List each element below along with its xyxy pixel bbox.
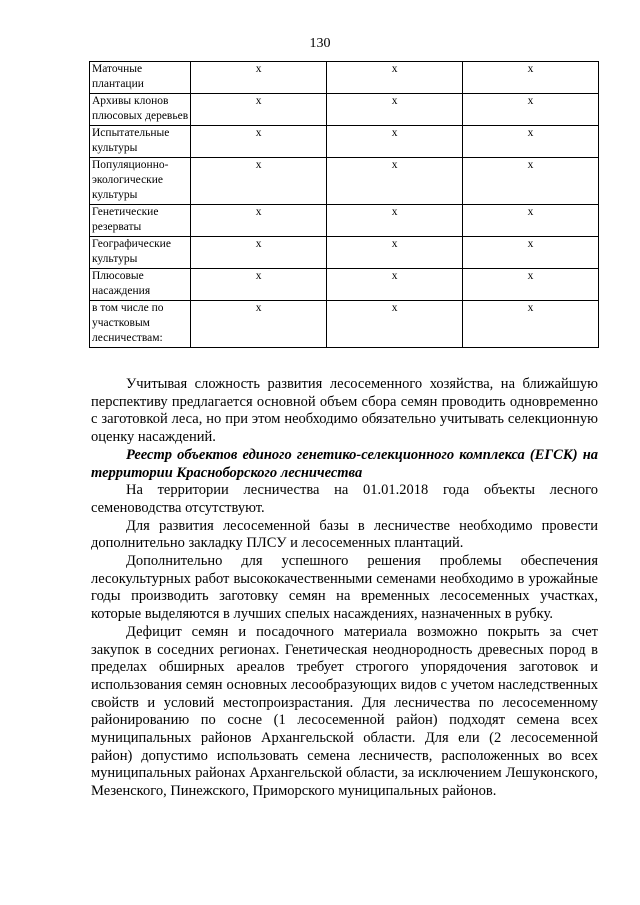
paragraph: Для развития лесосеменной базы в лесничестве необходимо провести дополнительно закладку ПЛСУ и лесосеменных плантаций. (91, 517, 598, 552)
cell-mark: х (191, 205, 327, 237)
paragraph: Учитывая сложность развития лесосеменного хозяйства, на ближайшую перспективу предлагается основной объем сбора семян проводить одновременно с заготовкой леса, но при этом необходимо обязательно учитывать селекционную оценку насаждений. (91, 376, 598, 446)
table-row (90, 94, 599, 126)
paragraph: На территории лесничества на 01.01.2018 года объекты лесного семеноводства отсутствуют. (91, 482, 598, 516)
table-row (90, 301, 599, 348)
table-row (90, 269, 599, 301)
table-row (90, 158, 599, 205)
cell-mark: х (463, 126, 599, 158)
row-label: Архивы клонов плюсовых деревьев (90, 94, 191, 126)
row-label: Популяционно-экологические культуры (90, 158, 191, 205)
cell-mark: х (463, 301, 599, 348)
cell-mark: х (463, 237, 599, 269)
cell-mark: х (327, 269, 463, 301)
table-row (90, 62, 599, 94)
table-row (90, 237, 599, 269)
cell-mark: х (191, 237, 327, 269)
cell-mark: х (327, 237, 463, 269)
section-heading: Реестр объектов единого генетико-селекционного комплекса (ЕГСК) на территории Красноборского лесничества (91, 446, 598, 481)
row-label: Плюсовые насаждения (90, 269, 191, 301)
cell-mark: х (327, 62, 463, 94)
row-label: Испытательные культуры (90, 126, 191, 158)
cell-mark: х (191, 126, 327, 158)
cell-mark: х (327, 126, 463, 158)
row-label: Генетические резерваты (90, 205, 191, 237)
cell-mark: х (191, 94, 327, 126)
paragraph: Дополнительно для успешного решения проблемы обеспечения лесокультурных работ высококачественными семенами необходимо в урожайные годы производить заготовку семян на временных лесосеменных участках, которые выделяются в лучших спелых насаждениях, назначенных в рубку. (91, 553, 598, 623)
cell-mark: х (191, 158, 327, 205)
table-row (90, 126, 599, 158)
cell-mark: х (327, 301, 463, 348)
body-text (91, 376, 598, 801)
cell-mark: х (463, 205, 599, 237)
row-label: в том числе по участковым лесничествам: (90, 301, 191, 348)
cell-mark: х (463, 158, 599, 205)
cell-mark: х (191, 301, 327, 348)
cell-mark: х (191, 269, 327, 301)
row-label: Маточные плантации (90, 62, 191, 94)
cell-mark: х (327, 205, 463, 237)
row-label: Географические культуры (90, 237, 191, 269)
cell-mark: х (191, 62, 327, 94)
table-row (90, 205, 599, 237)
seed-objects-table (89, 61, 599, 348)
cell-mark: х (327, 94, 463, 126)
cell-mark: х (463, 94, 599, 126)
cell-mark: х (463, 269, 599, 301)
cell-mark: х (463, 62, 599, 94)
paragraph: Дефицит семян и посадочного материала возможно покрыть за счет закупок в соседних регионах. Генетическая неоднородность древесных пород в пределах обширных ареалов требует строгого упорядочения заготовок и использования семян основных лесообразующих видов с учетом наследственных свойств и условий местопроизрастания. Для лесничества по лесосеменному районированию по сосне (1 лесосеменной район) подходят семена всех муниципальных районов Архангельской области. Для ели (2 лесосеменной район) допустимо использовать семена лесничеств, расположенных во всех муниципальных районах Архангельской области, за исключением Лешуконского, Мезенского, Пинежского, Приморского муниципальных районов. (91, 623, 598, 800)
page-number: 130 (309, 36, 331, 51)
cell-mark: х (327, 158, 463, 205)
